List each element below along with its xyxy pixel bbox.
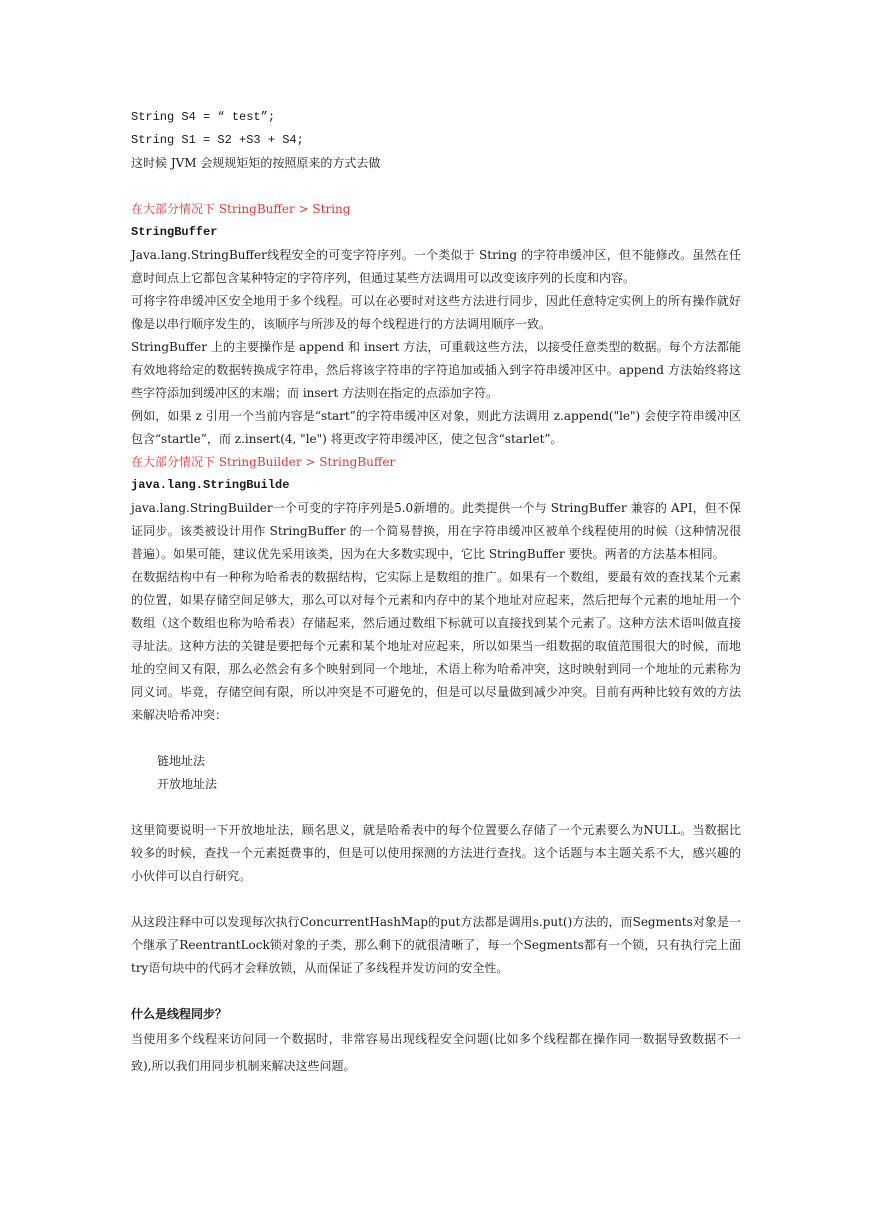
document-body — [131, 106, 741, 1080]
spacer — [131, 980, 741, 1003]
list-item: 链地址法 — [157, 754, 206, 768]
stringbuffer-paragraph: 例如，如果 z 引用一个当前内容是“start”的字符串缓冲区对象，则此方法调用 z.append("le") 会使字符串缓冲区包含“startle”，而 z.insert(4, "le") 将更改字符串缓冲区，使之包含“starlet”。 — [131, 409, 741, 446]
jvm-note: 这时候 JVM 会规规矩矩的按照原来的方式去做 — [131, 156, 381, 170]
stringbuffer-paragraph: 可将字符串缓冲区安全地用于多个线程。可以在必要时对这些方法进行同步，因此任意特定实例上的所有操作就好像是以串行顺序发生的，该顺序与所涉及的每个线程进行的方法调用顺序一致。 — [131, 294, 741, 331]
hash-methods-list — [131, 750, 741, 796]
section-heading-thread-sync: 什么是线程同步？ — [131, 1007, 228, 1021]
heading-stringbuffer: StringBuffer — [131, 225, 218, 239]
comparison-stringbuilder-stringbuffer: 在大部分情况下 StringBuilder > StringBuffer — [131, 455, 396, 469]
thread-sync-paragraph: 当使用多个线程来访问同一个数据时，非常容易出现线程安全问题(比如多个线程都在操作同一数据导致数据不一致),所以我们用同步机制来解决这些问题。 — [131, 1032, 741, 1073]
code-line: String S1 = S2 +S3 + S4; — [131, 133, 304, 147]
stringbuffer-paragraph: StringBuffer 上的主要操作是 append 和 insert 方法，可重载这些方法，以接受任意类型的数据。每个方法都能有效地将给定的数据转换成字符串，然后将该字符串的字符追加或插入到字符串缓冲区中。append 方法始终将这些字符添加到缓冲区的末端；而 insert 方法则在指定的点添加字符。 — [131, 340, 741, 400]
segments-paragraph: 从这段注释中可以发现每次执行ConcurrentHashMap的put方法都是调用s.put()方法的，而Segments对象是一个继承了ReentrantLock锁对象的子类，那么剩下的就很清晰了，每一个Segments都有一个锁，只有执行完上面try语句块中的代码才会释放锁，从而保证了多线程并发访问的安全性。 — [131, 915, 741, 975]
comparison-stringbuffer-string: 在大部分情况下 StringBuffer > String — [131, 202, 351, 216]
open-addressing-paragraph: 这里简要说明一下开放地址法，顾名思义，就是哈希表中的每个位置要么存储了一个元素要么为NULL。当数据比较多的时候，查找一个元素挺费事的，但是可以使用探测的方法进行查找。这个话题与本主题关系不大，感兴趣的小伙伴可以自行研究。 — [131, 823, 741, 883]
hashtable-paragraph: 在数据结构中有一种称为哈希表的数据结构，它实际上是数组的推广。如果有一个数组，要最有效的查找某个元素的位置，如果存储空间足够大，那么可以对每个元素和内存中的某个地址对应起来，然后把每个元素的地址用一个数组（这个数组也称为哈希表）存储起来，然后通过数组下标就可以直接找到某个元素了。这种方法术语叫做直接寻址法。这种方法的关键是要把每个元素和某个地址对应起来，所以如果当一组数据的取值范围很大的时候，而地址的空间又有限，那么必然会有多个映射到同一个地址，术语上称为哈希冲突，这时映射到同一个地址的元素称为同义词。毕竟，存储空间有限，所以冲突是不可避免的，但是可以尽量做到减少冲突。目前有两种比较有效的方法来解决哈希冲突： — [131, 570, 741, 722]
list-item: 开放地址法 — [157, 777, 218, 791]
stringbuffer-paragraph: Java.lang.StringBuffer线程安全的可变字符序列。一个类似于 String 的字符串缓冲区，但不能修改。虽然在任意时间点上它都包含某种特定的字符序列，但通过某些方法调用可以改变该序列的长度和内容。 — [131, 248, 741, 285]
spacer — [131, 888, 741, 911]
heading-stringbuilder: java.lang.StringBuilde — [131, 478, 290, 492]
spacer — [131, 796, 741, 819]
spacer — [131, 175, 741, 198]
code-line: String S4 = “ test”; — [131, 110, 276, 124]
stringbuilder-paragraph: java.lang.StringBuilder一个可变的字符序列是5.0新增的。此类提供一个与 StringBuffer 兼容的 API，但不保证同步。该类被设计用作 StringBuffer 的一个简易替换，用在字符串缓冲区被单个线程使用的时候（这种情况很普遍）。如果可能，建议优先采用该类，因为在大多数实现中，它比 StringBuffer 要快。两者的方法基本相同。 — [131, 501, 741, 561]
spacer — [131, 727, 741, 750]
